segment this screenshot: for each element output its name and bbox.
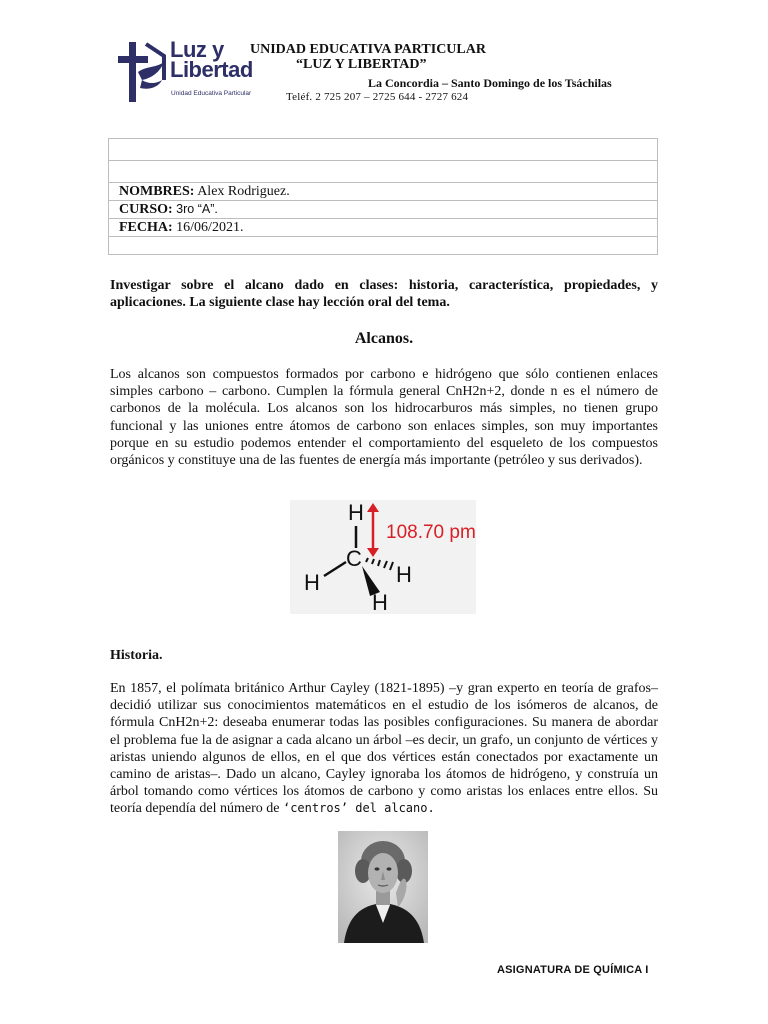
historia-paragraph [110,680,658,818]
fecha-value: 16/06/2021. [176,220,244,235]
intro-paragraph: Los alcanos son compuestos formados por carbono e hidrógeno que sólo contienen enlaces simples carbono – carbono. Cumplen la fórmula general CnH2n+2, donde n es el número de carbonos de la molécula. Los alcanos son los hidrocarburos más simples, no tienen grupo funcional y las uniones entre átomos de carbono son enlaces simples, son muy importantes porque en su estudio podemos entender el comportamiento del esqueleto de los compuestos orgánicos y constituye una de las fuentes de energía más importante (petróleo y sus derivados). [110,367,658,469]
school-motto: “LUZ Y LIBERTAD” [296,57,427,72]
page-title: Alcanos. [354,330,414,347]
logo-subtitle: Unidad Educativa Particular [171,90,252,97]
table-row-empty [109,139,658,161]
footer-subject: ASIGNATURA DE QUÍMICA I [497,964,649,976]
fecha-label: FECHA: [119,220,173,235]
atom-h-left: H [304,570,320,595]
methane-structure-figure [290,500,476,614]
assignment-text: Investigar sobre el alcano dado en clases: historia, característica, propiedades, y aplicaciones. La siguiente clase hay lección oral del tema. [110,278,658,311]
bond-left [324,562,346,576]
cross-dove-icon [116,40,168,106]
nombres-value: Alex Rodriguez. [197,184,290,199]
table-row-empty [109,237,658,255]
logo-line-1: Luz y [170,37,224,62]
curso-value: 3ro “A”. [176,202,218,216]
nombres-label: NOMBRES: [119,184,195,199]
atom-h-top: H [348,500,364,525]
bond-length-arrow [367,503,379,557]
table-row-empty [109,161,658,183]
historia-heading: Historia. [110,648,163,663]
bond-length-label: 108.70 pm [386,522,476,543]
atom-h-right: H [396,562,412,587]
school-phone: Teléf. 2 725 207 – 2725 644 - 2727 624 [286,91,469,103]
school-address: La Concordia – Santo Domingo de los Tsáchilas [368,76,612,90]
dashed-bond [366,558,393,570]
student-info-table [108,138,658,255]
logo-line-2: Libertad [170,57,253,82]
historia-body: En 1857, el polímata británico Arthur Cayley (1821-1895) –y gran experto en teoría de grafos– decidió utilizar sus conocimientos matemáticos en el estudio de los isómeros de alcanos, de fórmula CnH2n+2: deseaba enumerar todas las posibles configuraciones. Su manera de abordar el problema fue la de asignar a cada alcano un árbol –es decir, un grafo, un conjunto de vértices y aristas uniendo algunos de ellos, en el que dos vértices están conectados por exactamente un camino de aristas–. Dado un alcano, Cayley ignoraba los átomos de hidrógeno, y construía un árbol tomando como vértices los átomos de carbono y como aristas los enlaces entre ellos. Su teoría dependía del número de [110,681,658,817]
table-row-fecha [109,219,658,237]
school-logo [116,37,266,110]
historia-last-line: ‘centros’ del alcano. [282,801,435,816]
atom-c: C [346,546,362,571]
curso-label: CURSO: [119,202,173,217]
table-row-nombres [109,183,658,201]
table-row-curso [109,201,658,219]
atom-h-bottom: H [372,590,388,614]
school-name: UNIDAD EDUCATIVA PARTICULAR [250,42,486,57]
arthur-cayley-portrait [338,831,428,943]
